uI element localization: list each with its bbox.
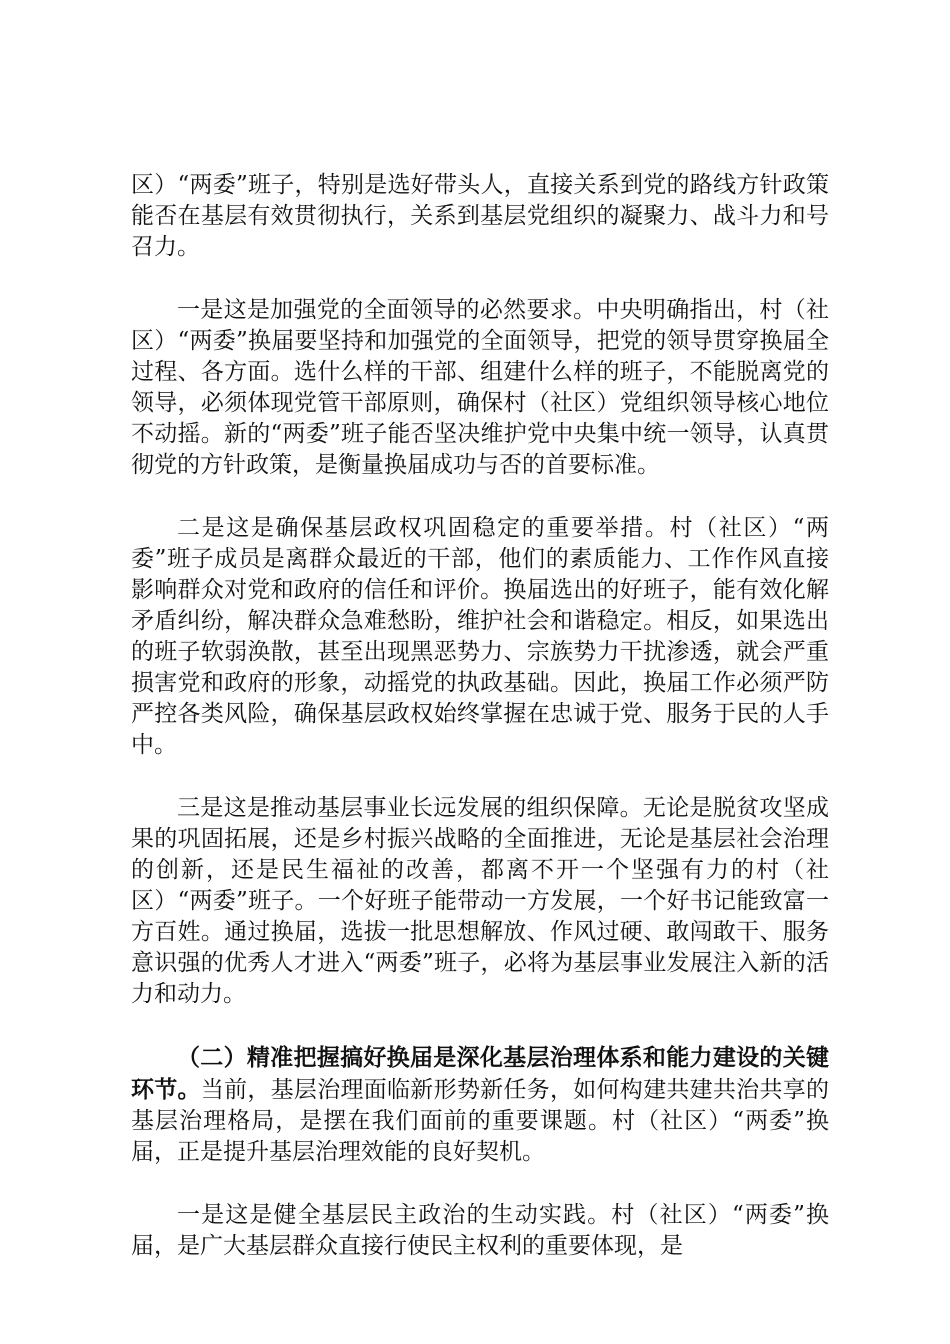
document-page [131,170,829,1294]
section-two-heading: （二）精准把握搞好换届是深化基层治理体系和能力建设的关键环节。 [131,1044,829,1103]
paragraph-point-two-stability: 二是这是确保基层政权巩固稳定的重要举措。村（社区）“两委”班子成员是离群众最近的干部，他们的素质能力、工作作风直接影响群众对党和政府的信任和评价。换届选出的好班子，能有效化解矛盾纠纷，解决群众急难愁盼，维护社会和谐稳定。相反，如果选出的班子软弱涣散，甚至出现黑恶势力、宗族势力干扰渗透，就会严重损害党和政府的形象，动摇党的执政基础。因此，换届工作必须严防严控各类风险，确保基层政权始终掌握在忠诚于党、服务于民的人手中。 [131,515,829,758]
paragraph-continuation: 区）“两委”班子，特别是选好带头人，直接关系到党的路线方针政策能否在基层有效贯彻执行，关系到基层党组织的凝聚力、战斗力和号召力。 [131,172,829,260]
paragraph-section-two [131,1042,829,1168]
paragraph-point-one-leadership: 一是这是加强党的全面领导的必然要求。中央明确指出，村（社区）“两委”换届要坚持和加强党的全面领导，把党的领导贯穿换届全过程、各方面。选什么样的干部、组建什么样的班子，不能脱离党的领导，必须体现党管干部原则，确保村（社区）党组织领导核心地位不动摇。新的“两委”班子能否坚决维护党中央集中统一领导，认真贯彻党的方针政策，是衡量换届成功与否的首要标准。 [131,297,829,478]
paragraph-point-one-democracy: 一是这是健全基层民主政治的生动实践。村（社区）“两委”换届，是广大基层群众直接行使民主权利的重要体现，是 [131,1202,829,1259]
paragraph-point-three-development: 三是这是推动基层事业长远发展的组织保障。无论是脱贫攻坚成果的巩固拓展，还是乡村振兴战略的全面推进，无论是基层社会治理的创新，还是民生福祉的改善，都离不开一个坚强有力的村（社区）“两委”班子。一个好班子能带动一方发展，一个好书记能致富一方百姓。通过换届，选拔一批思想解放、作风过硬、敢闯敢干、服务意识强的优秀人才进入“两委”班子，必将为基层事业发展注入新的活力和动力。 [131,795,829,1007]
section-two-body: 当前，基层治理面临新形势新任务，如何构建共建共治共享的基层治理格局，是摆在我们面前的重要课题。村（社区）“两委”换届，正是提升基层治理效能的良好契机。 [131,1077,830,1165]
